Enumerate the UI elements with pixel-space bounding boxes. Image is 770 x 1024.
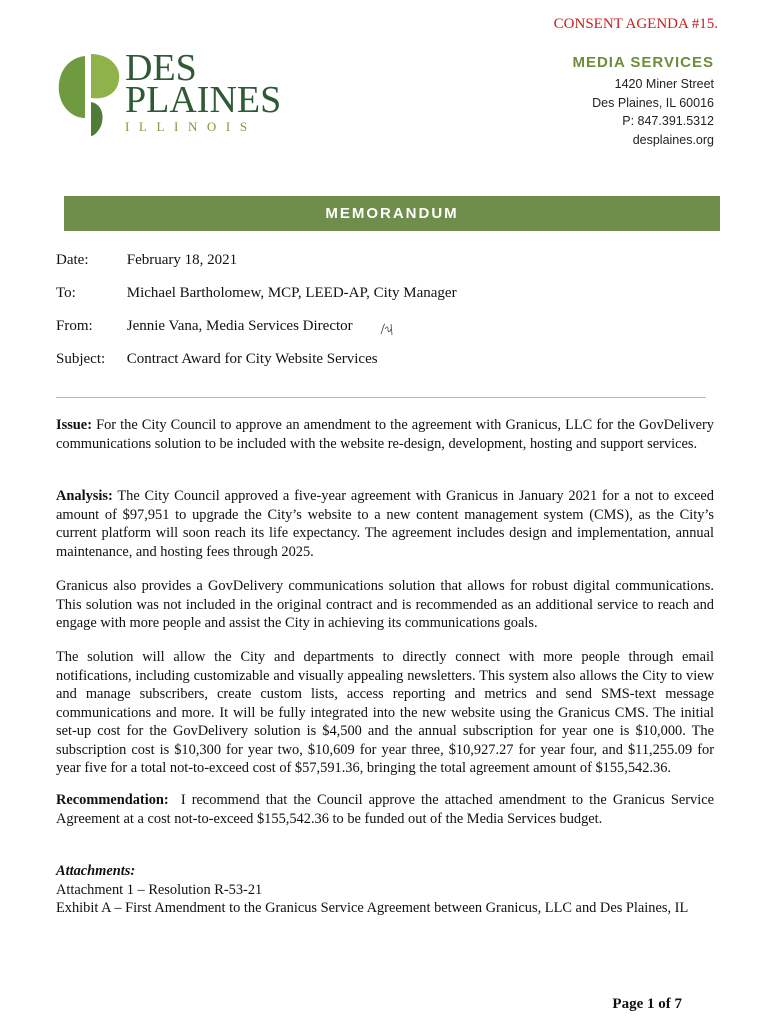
to-value: Michael Bartholomew, MCP, LEED-AP, City Manager <box>126 285 457 301</box>
consent-agenda-label: CONSENT AGENDA #15. <box>553 16 718 32</box>
date-label: Date: <box>56 252 89 268</box>
memorandum-banner: MEMORANDUM <box>64 196 720 231</box>
signature-initials-icon <box>378 320 396 338</box>
attachments-block <box>56 862 714 918</box>
recommendation-text: I recommend that the Council approve the attached amendment to the Granicus Service Agreement at a cost not-to-exceed $155,542.36 to be funded out of the Media Services budget. <box>56 792 714 827</box>
analysis-label: Analysis: <box>56 488 113 504</box>
analysis-paragraph <box>56 487 714 561</box>
to-label: To: <box>56 285 76 301</box>
issue-paragraph <box>56 416 714 453</box>
subject-value: Contract Award for City Website Services <box>126 351 378 367</box>
logo-text-des: DES <box>125 47 197 89</box>
solution-paragraph <box>56 648 714 778</box>
department-name: MEDIA SERVICES <box>572 54 714 71</box>
analysis-text: The City Council approved a five-year agreement with Granicus in January 2021 for a not to exceed amount of $97,951 to upgrade the City’s website to a new content management system (CMS), as the City’s current platform will soon reach its life expectancy. The agreement includes design and implementation, annual maintenance, and hosting fees through 2025. <box>56 488 715 560</box>
city-logo <box>55 47 282 140</box>
logo-text-illinois: ILLINOIS <box>125 119 257 134</box>
date-row <box>56 252 237 269</box>
header-divider <box>56 397 706 398</box>
solution-text: The solution will allow the City and departments to directly connect with more people through email notifications, including customizable and visually appealing newsletters. This system also allows the City to view and manage subscribers, create custom lists, access reporting and metrics and send SMS-text message communications and more. It will be fully integrated into the new website using the Granicus CMS. The initial set-up cost for the GovDelivery solution is $4,500 and the annual subscription for year one is $10,000. The subscription cost is $10,300 for year two, $10,609 for year three, $10,927.27 for year four, and $11,255.09 for year five for a total not-to-exceed cost of $57,591.36, bringing the total agreement amount of $155,542.36. <box>56 649 714 776</box>
attachment-item-1: Attachment 1 – Resolution R-53-21 <box>56 881 263 898</box>
issue-label: Issue: <box>56 417 92 433</box>
attachment-item-2: Exhibit A – First Amendment to the Granicus Service Agreement between Granicus, LLC and Des Plaines, IL <box>56 900 689 916</box>
recommendation-label: Recommendation: <box>56 792 169 808</box>
department-contact-block <box>572 54 714 149</box>
page-number: Page 1 of 7 <box>612 996 682 1012</box>
logo-text-plaines: PLAINES <box>125 79 282 121</box>
recommendation-paragraph <box>56 791 714 828</box>
subject-label: Subject: <box>56 351 106 367</box>
department-address-line2: Des Plaines, IL 60016 <box>592 95 714 110</box>
department-phone: P: 847.391.5312 <box>622 114 714 128</box>
subject-row <box>56 351 378 368</box>
issue-text: For the City Council to approve an amendment to the agreement with Granicus, LLC for the GovDelivery communications solution to be included with the website re-design, development, hosting and support services. <box>56 417 714 452</box>
department-address-line1: 1420 Miner Street <box>614 77 714 91</box>
granicus-paragraph <box>56 577 714 633</box>
to-row <box>56 285 457 302</box>
from-label: From: <box>56 318 93 334</box>
from-row <box>56 318 353 335</box>
attachments-heading: Attachments: <box>56 863 136 879</box>
granicus-text: Granicus also provides a GovDelivery communications solution that allows for robust digital communications. This solution was not included in the original contract and is recommended as an additional service to reach and engage with more people and assist the City in achieving its communications goals. <box>56 578 714 631</box>
from-value: Jennie Vana, Media Services Director <box>126 318 353 334</box>
department-website[interactable]: desplaines.org <box>632 132 714 147</box>
date-value: February 18, 2021 <box>126 252 238 268</box>
leaf-logo-icon <box>55 48 125 140</box>
